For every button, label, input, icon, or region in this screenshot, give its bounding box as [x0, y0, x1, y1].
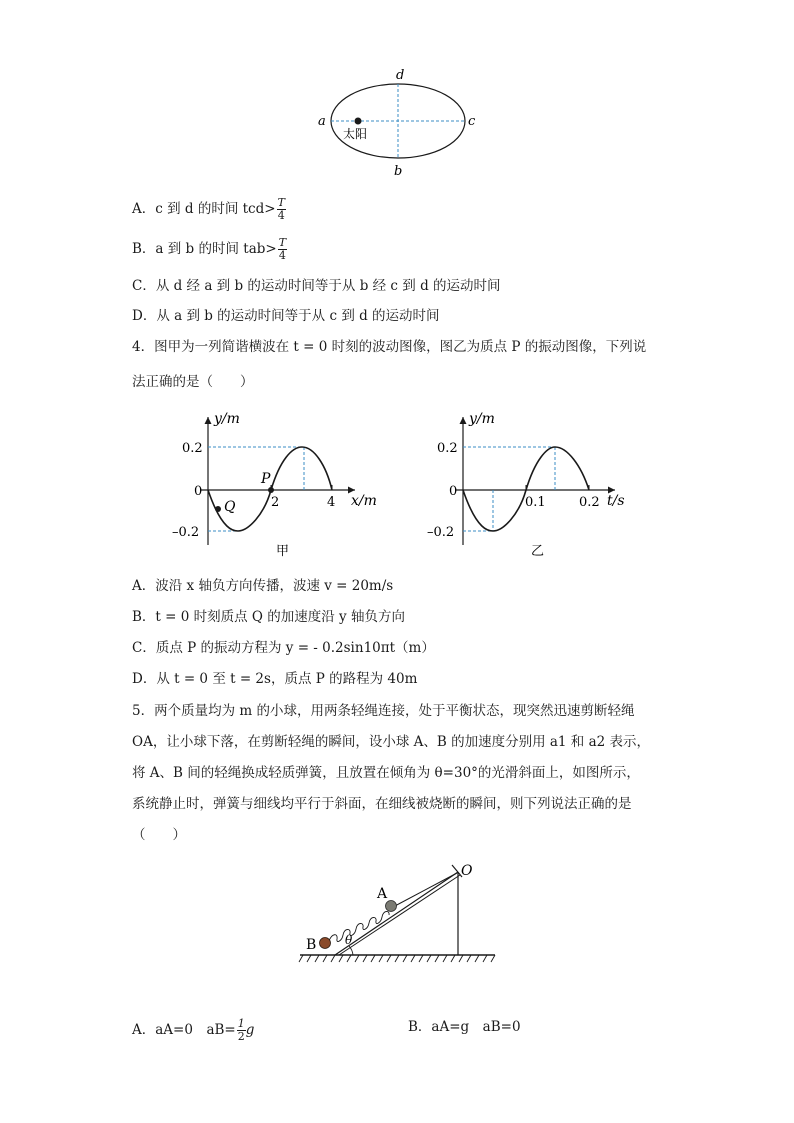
xlabel-yi: t/s [607, 493, 625, 509]
ytick-pos: 0.2 [182, 441, 203, 456]
vibration-graph-yi [425, 405, 645, 565]
q5-option-a: A．aA=0 aB= $\frac{1}{2}$ g [132, 1017, 255, 1043]
ylabel-jia: y/m [214, 411, 240, 427]
label-o: O [461, 863, 473, 879]
q4-option-c: C．质点 P 的振动方程为 y = - 0.2sin10πt（m） [132, 640, 435, 656]
sun-label: 太阳 [343, 127, 368, 141]
fraction-one-half: $\frac{1}{2}$ [237, 1017, 245, 1043]
caption-yi: 乙 [531, 544, 545, 559]
ytick-zero: 0 [194, 484, 203, 499]
ball-b [320, 938, 331, 949]
q4-option-a: A．波沿 x 轴负方向传播，波速 v = 20m/s [132, 578, 394, 594]
ball-a [386, 901, 397, 912]
q5-stem-line2: OA，让小球下落，在剪断轻绳的瞬间，设小球 A、B 的加速度分别用 a1 和 a2 表示， [132, 734, 651, 750]
label-d: d [396, 68, 405, 83]
q3-option-c: C．从 d 经 a 到 b 的运动时间等于从 b 经 c 到 d 的运动时间 [132, 278, 501, 294]
label-b: b [394, 164, 403, 179]
q4-option-d: D．从 t = 0 至 t = 2s，质点 P 的路程为 40m [132, 671, 418, 687]
label-a: A [377, 886, 388, 902]
orbit-figure [300, 62, 500, 182]
ytick-neg: –0.2 [427, 525, 455, 540]
q5-option-b: B．aA=g aB=0 [408, 1019, 521, 1035]
ytick-neg: –0.2 [172, 525, 200, 540]
q5-stem-line3: 将 A、B 间的轻绳换成轻质弹簧，且放置在倾角为 θ=30°的光滑斜面上，如图所示， [132, 765, 640, 781]
caption-jia: 甲 [276, 544, 290, 559]
label-theta: θ [345, 933, 353, 947]
label-c: c [468, 114, 476, 129]
ytick-zero: 0 [449, 484, 458, 499]
q4-option-b: B．t = 0 时刻质点 Q 的加速度沿 y 轴负方向 [132, 609, 405, 625]
ylabel-yi: y/m [469, 411, 495, 427]
q4-stem-line1: 4．图甲为一列简谐横波在 t = 0 时刻的波动图像，图乙为质点 P 的振动图像，下列说 [132, 339, 647, 355]
fraction-t-over-4: $\frac{T}{4}$ [278, 236, 287, 262]
xtick-01: 0.1 [525, 495, 546, 510]
xtick-4: 4 [327, 495, 336, 510]
fraction-t-over-4: $\frac{T}{4}$ [277, 196, 285, 222]
incline-figure [295, 855, 500, 970]
q5-stem-line4: 系统静止时，弹簧与细线均平行于斜面，在细线被烧断的瞬间，则下列说法正确的是 [132, 796, 632, 812]
q5-stem-line1: 5．两个质量均为 m 的小球，用两条轻绳连接，处于平衡状态，现突然迅速剪断轻绳 [132, 703, 635, 719]
xtick-2: 2 [271, 495, 280, 510]
q4-stem-line2: 法正确的是（ ） [132, 374, 254, 390]
label-b: B [306, 937, 317, 953]
label-a: a [318, 114, 326, 129]
q3-option-a: A．c 到 d 的时间 tcd> $\frac{T}{4}$ [132, 196, 285, 222]
point-p [268, 487, 274, 493]
wave-graph-jia [170, 405, 390, 565]
ytick-pos: 0.2 [437, 441, 458, 456]
xlabel-jia: x/m [351, 493, 377, 509]
q3-option-b: B．a 到 b 的时间 tab> $\frac{T}{4}$ [132, 236, 287, 262]
xtick-02: 0.2 [579, 495, 600, 510]
label-q: Q [224, 499, 236, 515]
point-q [215, 506, 221, 512]
sun-dot [355, 118, 362, 125]
q5-stem-line5: （ ） [132, 827, 186, 843]
label-p: P [261, 471, 271, 487]
q3-option-d: D．从 a 到 b 的运动时间等于从 c 到 d 的运动时间 [132, 308, 440, 324]
